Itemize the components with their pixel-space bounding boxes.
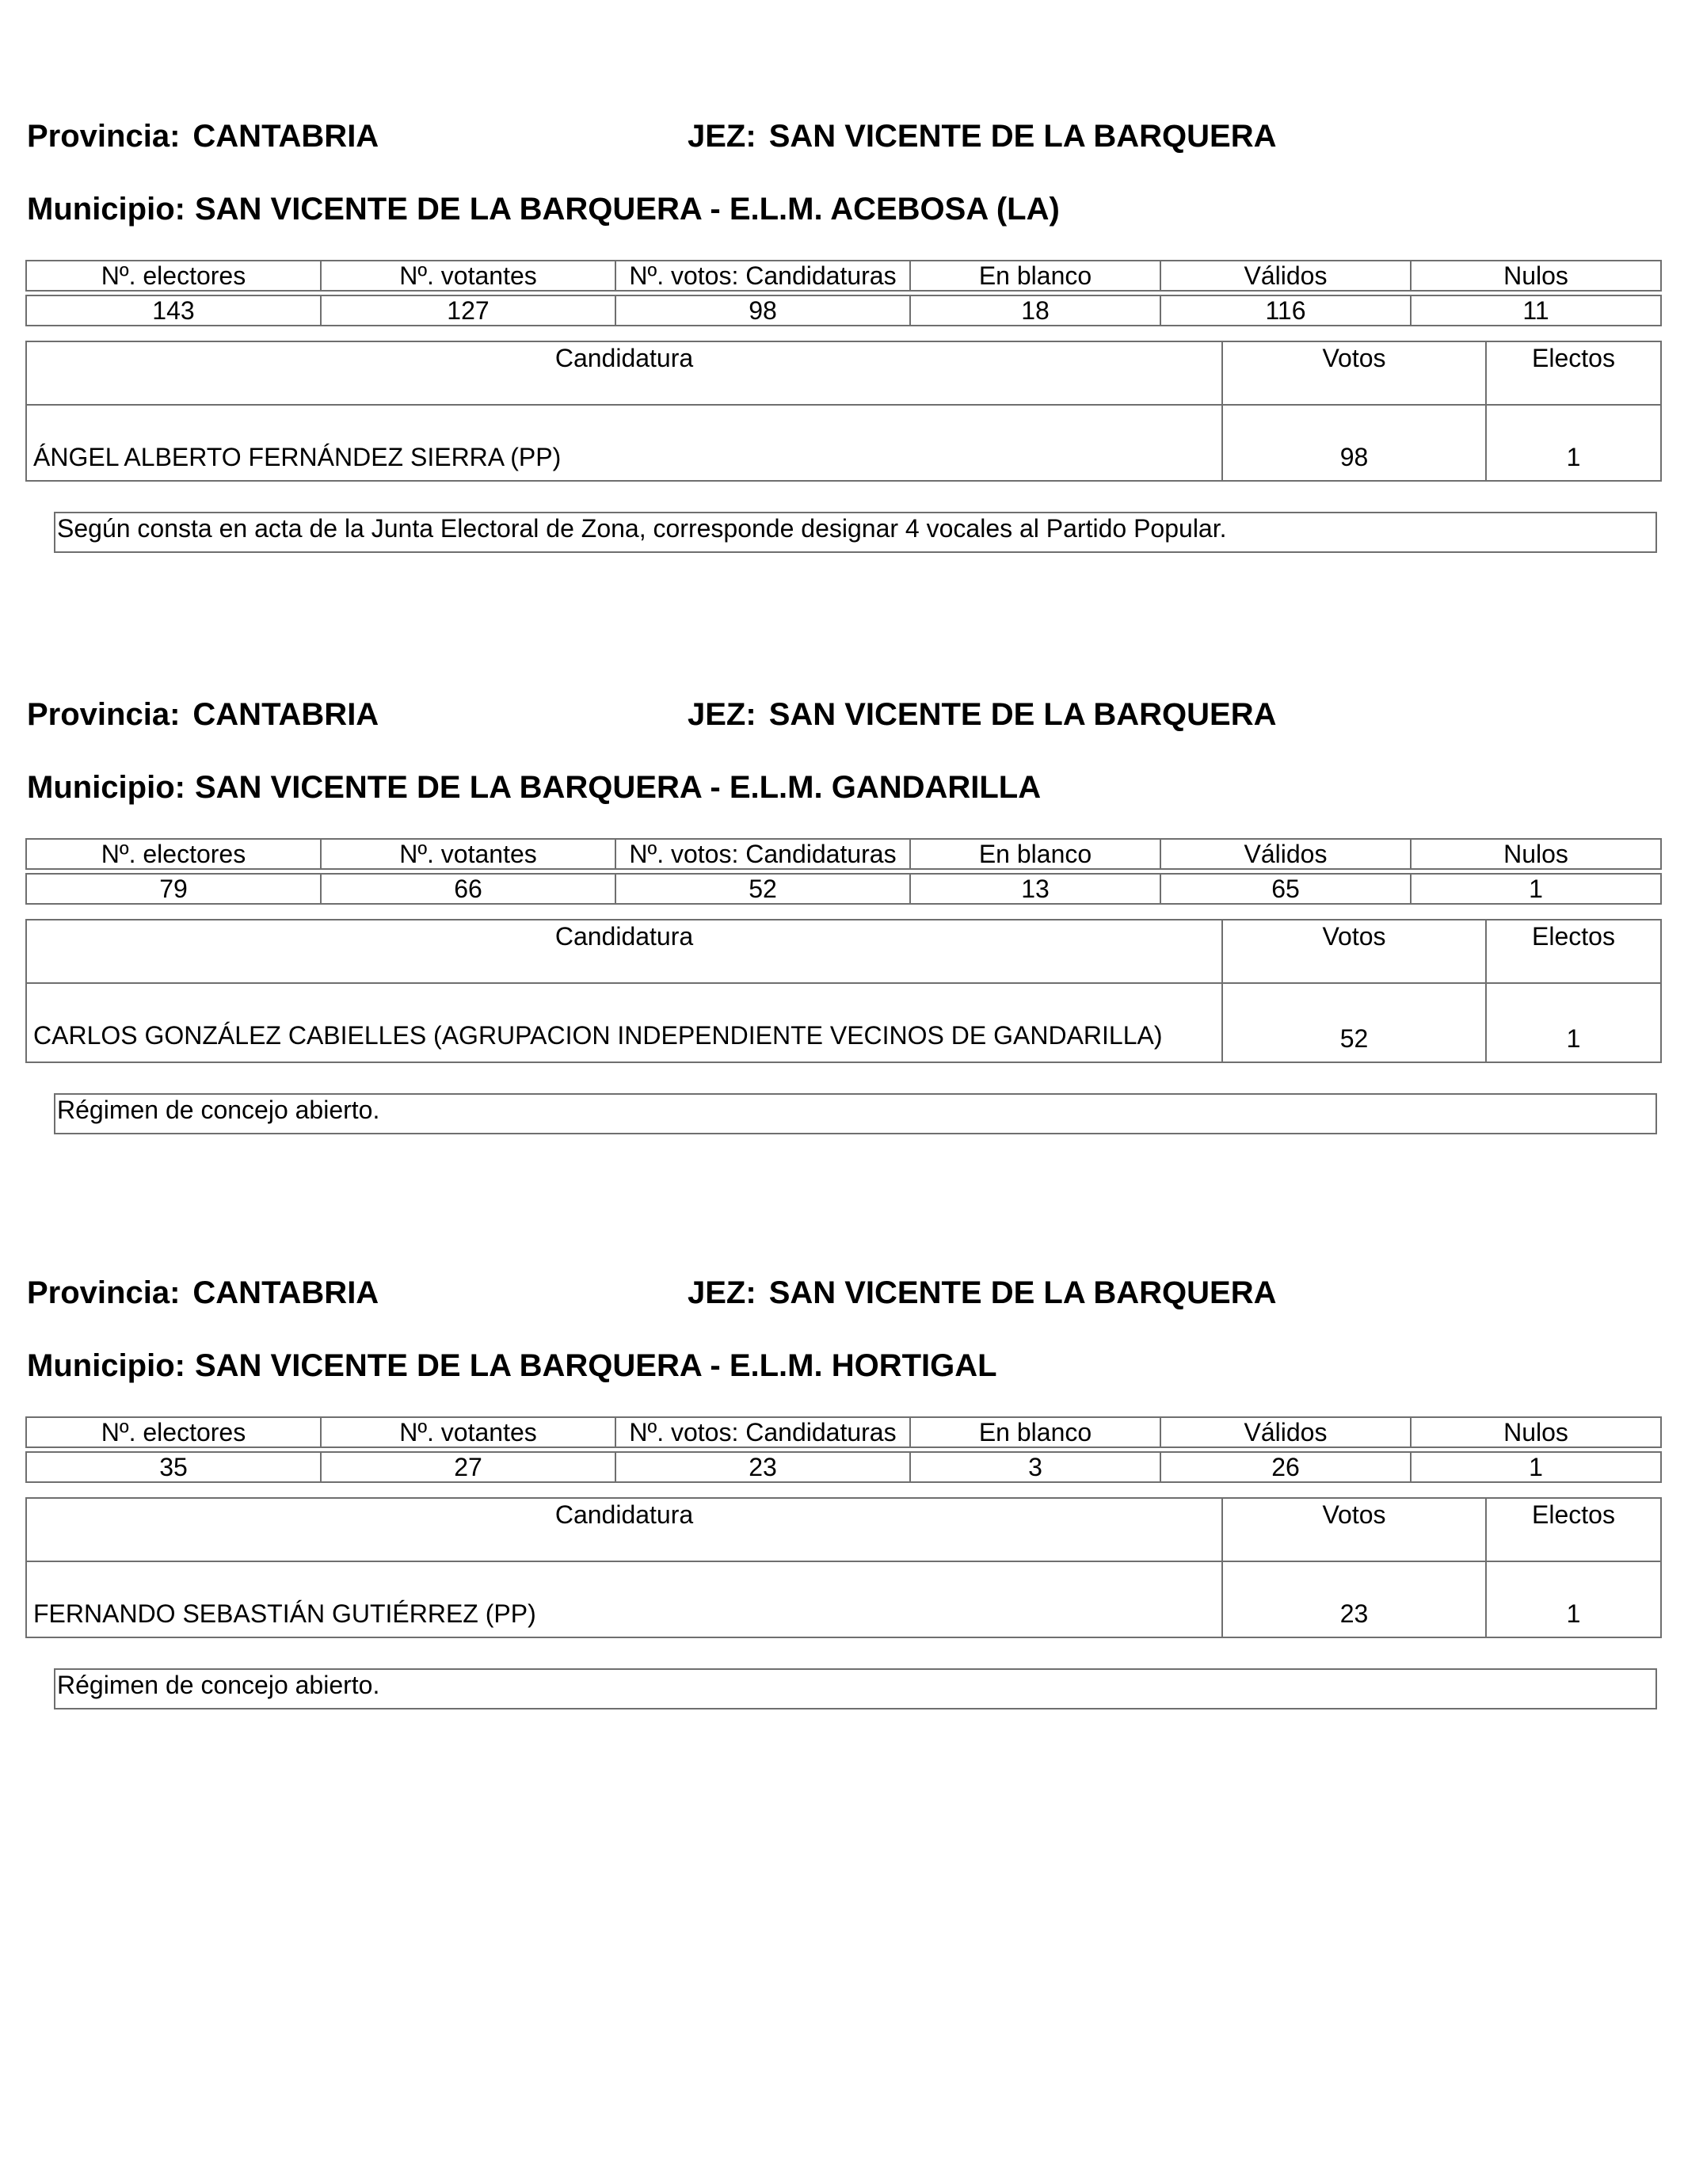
stats-value-row bbox=[26, 874, 1661, 904]
stats-header-cell: Nulos bbox=[1411, 839, 1661, 869]
municipio-line: Municipio: SAN VICENTE DE LA BARQUERA - E.L.M. HORTIGAL bbox=[27, 1348, 997, 1383]
note-box: Régimen de concejo abierto. bbox=[54, 1093, 1657, 1134]
electos-header: Electos bbox=[1486, 341, 1661, 405]
stats-value-cell: 1 bbox=[1411, 1452, 1661, 1482]
provincia-value: CANTABRIA bbox=[192, 1275, 379, 1310]
candidate-votos: 52 bbox=[1222, 983, 1486, 1062]
stats-value-cell: 23 bbox=[615, 1452, 910, 1482]
municipio-value: SAN VICENTE DE LA BARQUERA - E.L.M. HORTIGAL bbox=[194, 1348, 997, 1383]
stats-header-row bbox=[26, 1417, 1661, 1447]
votos-header: Votos bbox=[1222, 1498, 1486, 1561]
jez-value: SAN VICENTE DE LA BARQUERA bbox=[768, 1275, 1277, 1310]
municipio-value: SAN VICENTE DE LA BARQUERA - E.L.M. GANDARILLA bbox=[194, 770, 1042, 805]
provincia-line: Provincia: CANTABRIA bbox=[27, 1275, 379, 1310]
stats-table bbox=[25, 260, 1662, 326]
stats-header-row bbox=[26, 261, 1661, 291]
stats-value-cell: 66 bbox=[321, 874, 615, 904]
stats-header-cell: Nulos bbox=[1411, 261, 1661, 291]
electos-header: Electos bbox=[1486, 1498, 1661, 1561]
votos-header: Votos bbox=[1222, 920, 1486, 983]
stats-value-cell: 98 bbox=[615, 295, 910, 326]
stats-value-row bbox=[26, 1452, 1661, 1482]
stats-header-cell: Nº. electores bbox=[26, 261, 321, 291]
stats-value-row bbox=[26, 295, 1661, 326]
stats-value-cell: 52 bbox=[615, 874, 910, 904]
stats-header-cell: Nº. votos: Candidaturas bbox=[615, 839, 910, 869]
jez-value: SAN VICENTE DE LA BARQUERA bbox=[768, 697, 1277, 732]
jez-line: JEZ: SAN VICENTE DE LA BARQUERA bbox=[688, 697, 1277, 732]
candidate-row bbox=[26, 1561, 1661, 1637]
candidate-row bbox=[26, 983, 1661, 1062]
stats-header-row bbox=[26, 839, 1661, 869]
section-gandarilla bbox=[25, 696, 1660, 1266]
provincia-value: CANTABRIA bbox=[192, 119, 379, 154]
candidate-votos: 23 bbox=[1222, 1561, 1486, 1637]
stats-header-cell: Nº. electores bbox=[26, 839, 321, 869]
candidate-votos: 98 bbox=[1222, 405, 1486, 481]
stats-value-cell: 116 bbox=[1160, 295, 1411, 326]
candidatura-header-row bbox=[26, 341, 1661, 405]
candidatura-header: Candidatura bbox=[26, 1498, 1222, 1561]
stats-header-cell: En blanco bbox=[910, 1417, 1160, 1447]
section-hortigal bbox=[25, 1274, 1660, 1844]
candidatura-table bbox=[25, 1497, 1662, 1638]
candidate-name: CARLOS GONZÁLEZ CABIELLES (AGRUPACION INDEPENDIENTE VECINOS DE GANDARILLA) bbox=[26, 983, 1222, 1062]
stats-value-cell: 79 bbox=[26, 874, 321, 904]
stats-value-cell: 143 bbox=[26, 295, 321, 326]
municipio-line: Municipio: SAN VICENTE DE LA BARQUERA - E.L.M. ACEBOSA (LA) bbox=[27, 192, 1060, 227]
candidatura-header-row bbox=[26, 1498, 1661, 1561]
stats-value-cell: 11 bbox=[1411, 295, 1661, 326]
stats-value-cell: 3 bbox=[910, 1452, 1160, 1482]
jez-line: JEZ: SAN VICENTE DE LA BARQUERA bbox=[688, 119, 1277, 154]
provincia-line: Provincia: CANTABRIA bbox=[27, 119, 379, 154]
candidate-row bbox=[26, 405, 1661, 481]
stats-header-cell: En blanco bbox=[910, 261, 1160, 291]
stats-header-cell: Válidos bbox=[1160, 1417, 1411, 1447]
stats-header-cell: Nº. votos: Candidaturas bbox=[615, 1417, 910, 1447]
stats-value-cell: 35 bbox=[26, 1452, 321, 1482]
candidatura-header: Candidatura bbox=[26, 920, 1222, 983]
candidatura-table bbox=[25, 341, 1662, 482]
candidate-electos: 1 bbox=[1486, 983, 1661, 1062]
candidate-electos: 1 bbox=[1486, 1561, 1661, 1637]
municipio-value: SAN VICENTE DE LA BARQUERA - E.L.M. ACEBOSA (LA) bbox=[194, 192, 1060, 227]
jez-value: SAN VICENTE DE LA BARQUERA bbox=[768, 119, 1277, 154]
stats-value-cell: 27 bbox=[321, 1452, 615, 1482]
stats-header-cell: Nulos bbox=[1411, 1417, 1661, 1447]
candidatura-header-row bbox=[26, 920, 1661, 983]
stats-value-cell: 1 bbox=[1411, 874, 1661, 904]
section-acebosa bbox=[25, 117, 1660, 688]
provincia-value: CANTABRIA bbox=[192, 697, 379, 732]
stats-value-cell: 65 bbox=[1160, 874, 1411, 904]
stats-value-cell: 13 bbox=[910, 874, 1160, 904]
stats-header-cell: Válidos bbox=[1160, 839, 1411, 869]
stats-header-cell: Nº. votantes bbox=[321, 1417, 615, 1447]
stats-table bbox=[25, 838, 1662, 905]
stats-header-cell: Nº. votos: Candidaturas bbox=[615, 261, 910, 291]
note-box: Según consta en acta de la Junta Electoral de Zona, corresponde designar 4 vocales al Partido Popular. bbox=[54, 512, 1657, 553]
stats-header-cell: Nº. votantes bbox=[321, 839, 615, 869]
stats-value-cell: 127 bbox=[321, 295, 615, 326]
candidate-electos: 1 bbox=[1486, 405, 1661, 481]
note-box: Régimen de concejo abierto. bbox=[54, 1668, 1657, 1709]
stats-header-cell: Válidos bbox=[1160, 261, 1411, 291]
jez-line: JEZ: SAN VICENTE DE LA BARQUERA bbox=[688, 1275, 1277, 1310]
provincia-line: Provincia: CANTABRIA bbox=[27, 697, 379, 732]
candidate-name: ÁNGEL ALBERTO FERNÁNDEZ SIERRA (PP) bbox=[26, 405, 1222, 481]
municipio-line: Municipio: SAN VICENTE DE LA BARQUERA - E.L.M. GANDARILLA bbox=[27, 770, 1042, 805]
candidatura-table bbox=[25, 919, 1662, 1063]
stats-value-cell: 26 bbox=[1160, 1452, 1411, 1482]
stats-value-cell: 18 bbox=[910, 295, 1160, 326]
votos-header: Votos bbox=[1222, 341, 1486, 405]
stats-table bbox=[25, 1416, 1662, 1483]
stats-header-cell: En blanco bbox=[910, 839, 1160, 869]
electos-header: Electos bbox=[1486, 920, 1661, 983]
stats-header-cell: Nº. electores bbox=[26, 1417, 321, 1447]
candidate-name: FERNANDO SEBASTIÁN GUTIÉRREZ (PP) bbox=[26, 1561, 1222, 1637]
stats-header-cell: Nº. votantes bbox=[321, 261, 615, 291]
candidatura-header: Candidatura bbox=[26, 341, 1222, 405]
